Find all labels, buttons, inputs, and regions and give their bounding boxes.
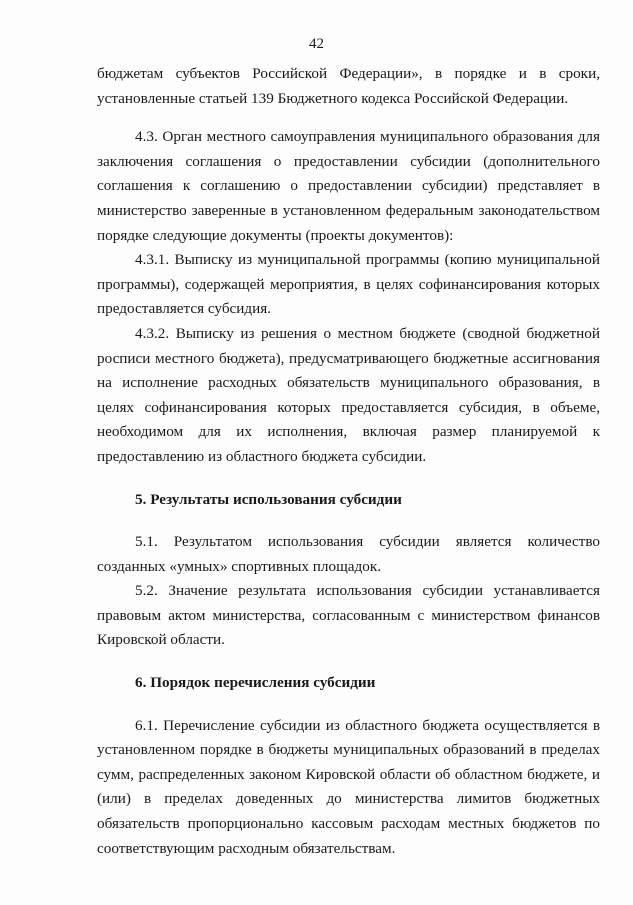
paragraph-5-2: 5.2. Значение результата использования субсидии устанавливается правовым актом министерства, согласованным с министерством финансов Кировской области. bbox=[97, 582, 600, 649]
section-heading-5: 5. Результаты использования субсидии bbox=[135, 490, 402, 508]
paragraph-4-3: 4.3. Орган местного самоуправления муниципального образования для заключения соглашения о предоставлении субсидии (дополнительного соглашения к соглашению о предоставлении субсидии) представляет в министерство заверенные в установленном федеральным законодательством порядке следующие документы (проекты документов): bbox=[97, 128, 600, 244]
paragraph-4-3-2: 4.3.2. Выписку из решения о местном бюджете (сводной бюджетной росписи местного бюджета), предусматривающего бюджетные ассигнования на исполнение расходных обязательств муниципального образования, в целях софинансирования которых предоставляется субсидия, в объеме, необходимом для их исполнения, включая размер планируемой к предоставлению из областного бюджета субсидии. bbox=[97, 324, 600, 465]
paragraph-6-1: 6.1. Перечисление субсидии из областного бюджета осуществляется в установленном порядке в бюджеты муниципальных образований в пределах сумм, распределенных законом Кировской области об областном бюджете, и (или) в пределах доведенных до министерства лимитов бюджетных обязательств пропорционально кассовым расходам местных бюджетов по соответствующим расходным обязательствам. bbox=[97, 716, 600, 857]
section-heading-6: 6. Порядок перечисления субсидии bbox=[135, 674, 376, 692]
page-number: 42 bbox=[309, 36, 324, 52]
paragraph-5-1: 5.1. Результатом использования субсидии является количество созданных «умных» спортивных площадок. bbox=[97, 533, 600, 575]
paragraph-4-3-1: 4.3.1. Выписку из муниципальной программы (копию муниципальной программы), содержащей мероприятия, в целях софинансирования которых предоставляется субсидия. bbox=[97, 251, 600, 318]
document-body bbox=[97, 62, 600, 861]
paragraph-continuation: бюджетам субъектов Российской Федерации», в порядке и в сроки, установленные статьей 139 Бюджетного кодекса Российской Федерации. bbox=[97, 65, 600, 107]
